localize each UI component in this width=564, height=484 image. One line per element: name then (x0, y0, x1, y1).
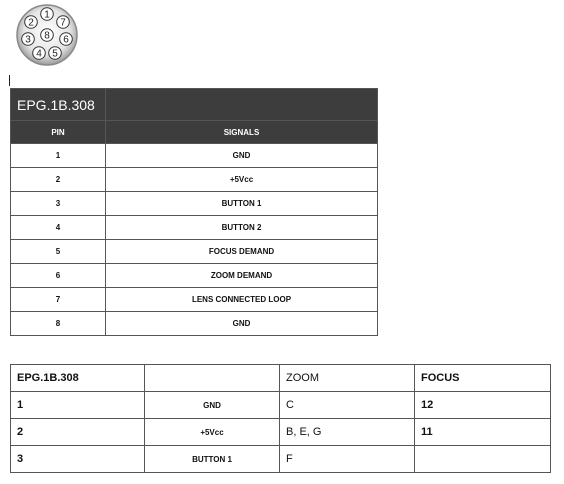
pin-6 (60, 33, 73, 46)
signal-cell: GND (106, 312, 378, 336)
signal-column-header (145, 365, 280, 392)
connector-column-header: EPG.1B.308 (11, 365, 145, 392)
text-cursor (9, 75, 10, 86)
signal-cell: BUTTON 1 (145, 446, 280, 473)
connector-pinout-diagram (13, 4, 81, 66)
signal-cell: GND (106, 144, 378, 168)
table-row (11, 144, 378, 168)
table-row (11, 419, 551, 446)
focus-cell: 12 (415, 392, 551, 419)
signal-cell: +5Vcc (106, 168, 378, 192)
pin-number-cell: 1 (11, 392, 145, 419)
focus-cell: 11 (415, 419, 551, 446)
signal-cell: FOCUS DEMAND (106, 240, 378, 264)
signals-column-header: SIGNALS (106, 121, 378, 144)
table-row (11, 192, 378, 216)
svg-text:5: 5 (52, 48, 58, 60)
pin-column-header: PIN (11, 121, 106, 144)
signal-cell: +5Vcc (145, 419, 280, 446)
pin-5 (49, 47, 62, 60)
pin-number-cell: 4 (11, 216, 106, 240)
pin-number-cell: 2 (11, 168, 106, 192)
pin-2 (25, 16, 38, 29)
svg-text:7: 7 (60, 17, 66, 29)
pin-1 (41, 8, 54, 21)
signal-cell: LENS CONNECTED LOOP (106, 288, 378, 312)
pin-number-cell: 7 (11, 288, 106, 312)
table-row (11, 216, 378, 240)
zoom-column-header: ZOOM (280, 365, 415, 392)
signal-cell: BUTTON 2 (106, 216, 378, 240)
svg-text:3: 3 (25, 34, 31, 46)
zoom-cell: C (280, 392, 415, 419)
pin-number-cell: 5 (11, 240, 106, 264)
focus-cell (415, 446, 551, 473)
table-row (11, 446, 551, 473)
pin-8 (41, 29, 54, 42)
pin-number-cell: 1 (11, 144, 106, 168)
table-row (11, 312, 378, 336)
svg-text:2: 2 (28, 17, 34, 29)
pin-3 (22, 33, 35, 46)
table-title-empty-cell (106, 89, 378, 121)
zoom-cell: F (280, 446, 415, 473)
svg-text:6: 6 (63, 34, 69, 46)
pin-number-cell: 8 (11, 312, 106, 336)
svg-text:1: 1 (44, 9, 50, 21)
table-row (11, 288, 378, 312)
pin-number-cell: 3 (11, 192, 106, 216)
table-row (11, 240, 378, 264)
pin-4 (33, 47, 46, 60)
zoom-cell: B, E, G (280, 419, 415, 446)
pin-number-cell: 6 (11, 264, 106, 288)
table-row (11, 168, 378, 192)
table-title-row (11, 89, 378, 121)
pin-number-cell: 3 (11, 446, 145, 473)
table-row (11, 392, 551, 419)
zoom-focus-mapping-table (10, 364, 551, 473)
signal-cell: GND (145, 392, 280, 419)
table-header-row (11, 365, 551, 392)
focus-column-header: FOCUS (415, 365, 551, 392)
svg-text:4: 4 (36, 48, 42, 60)
pin-7 (57, 16, 70, 29)
svg-text:8: 8 (44, 30, 50, 42)
signal-cell: ZOOM DEMAND (106, 264, 378, 288)
pin-number-cell: 2 (11, 419, 145, 446)
table-header-row (11, 121, 378, 144)
signal-cell: BUTTON 1 (106, 192, 378, 216)
table-row (11, 264, 378, 288)
table-title: EPG.1B.308 (11, 89, 106, 121)
pin-signal-table (10, 88, 378, 336)
